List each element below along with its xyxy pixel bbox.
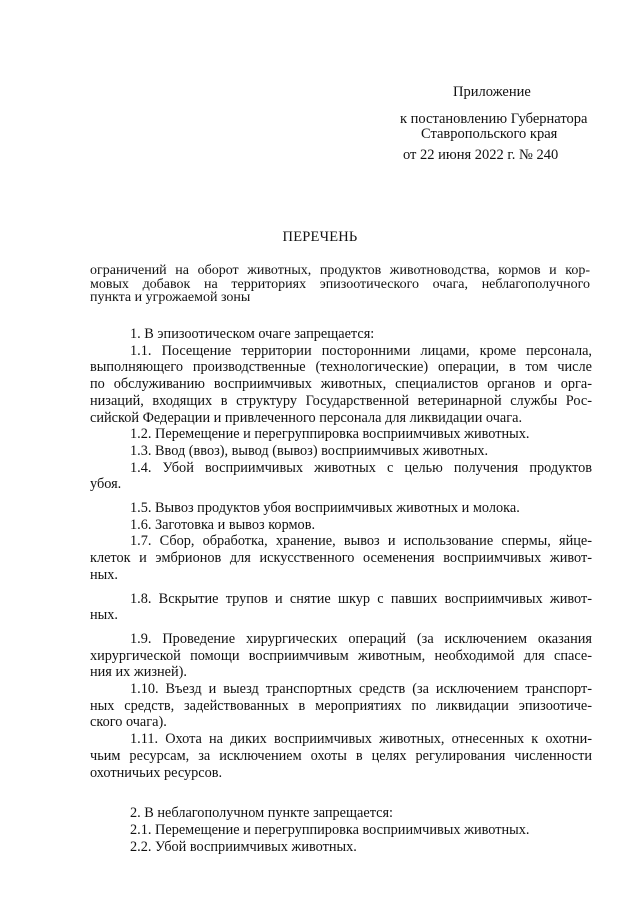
paragraph-2-1: 2.1. Перемещение и перегруппировка восприимчивых животных. [130, 821, 530, 838]
section1-heading: 1. В эпизоотическом очаге запрещается: [130, 326, 375, 342]
paragraph-1-10-line: 1.10. Въезд и выезд транспортных средств (за исключением транспорт- [130, 681, 592, 698]
paragraph-1-9-line: ния их жизней). [90, 664, 187, 681]
paragraph-1-4-line: убоя. [90, 476, 122, 493]
subtitle-line: ограничений на оборот животных, продуктов животноводства, кормов и кор- [90, 263, 590, 278]
paragraph-1-1-line: выполняющего производственные (технологические) операции, в том числе [90, 359, 592, 376]
paragraph-1-8-line: ных. [90, 607, 118, 624]
paragraph-1-9-line: хирургической помощи восприимчивым животным, необходимой для спасе- [90, 647, 592, 664]
paragraph-1-11-line: чьим ресурсам, за исключением охоты в целях регулирования численности [90, 747, 592, 764]
paragraph-1-5: 1.5. Вывоз продуктов убоя восприимчивых животных и молока. [130, 500, 520, 517]
subtitle-line: мовых добавок на территориях эпизоотического очага, неблагополучного [90, 276, 590, 292]
paragraph-1-7-line: ных. [90, 566, 118, 583]
section2-heading: 2. В неблагополучном пункте запрещается: [130, 805, 394, 822]
decree-reference-line2: Ставропольского края [421, 126, 558, 142]
document-subtitle [90, 264, 590, 305]
paragraph-1-9-line: 1.9. Проведение хирургических операций (за исключением оказания [130, 630, 592, 647]
paragraph-1-11-line: охотничьих ресурсов. [90, 764, 223, 781]
paragraph-1-10-line: ского очага). [90, 714, 167, 731]
decree-reference-line1: к постановлению Губернатора [400, 111, 588, 127]
paragraph-1-1-line: по обслуживанию восприимчивых животных, специалистов органов и орга- [90, 376, 592, 393]
paragraph-1-2: 1.2. Перемещение и перегруппировка восприимчивых животных. [130, 426, 530, 443]
paragraph-1-1-line: 1.1. Посещение территории посторонними лицами, кроме персонала, [130, 342, 592, 359]
paragraph-2-2: 2.2. Убой восприимчивых животных. [130, 838, 357, 855]
paragraph-1-6: 1.6. Заготовка и вывоз кормов. [130, 516, 316, 533]
document-title: ПЕРЕЧЕНЬ [282, 229, 358, 245]
paragraph-1-4-line: 1.4. Убой восприимчивых животных с целью получения продуктов [130, 459, 592, 476]
paragraph-1-8-line: 1.8. Вскрытие трупов и снятие шкур с павших восприимчивых живот- [130, 590, 592, 607]
paragraph-1-11-line: 1.11. Охота на диких восприимчивых животных, отнесенных к охотни- [130, 731, 592, 748]
subtitle-line: пункта и угрожаемой зоны [90, 290, 251, 305]
paragraph-1-1-line: низаций, входящих в структуру Государственной ветеринарной службы Рос- [90, 392, 592, 409]
decree-date-line: от 22 июня 2022 г. № 240 [403, 147, 559, 163]
paragraph-1-7-line: клеток и эмбрионов для искусственного осеменения восприимчивых живот- [90, 550, 592, 567]
appendix-title: Приложение [453, 84, 531, 100]
document-body [90, 326, 592, 855]
paragraph-1-10-line: ных средств, задействованных в мероприятиях по ликвидации эпизоотиче- [90, 697, 592, 714]
paragraph-1-3: 1.3. Ввод (ввоз), вывод (вывоз) восприимчивых животных. [130, 442, 489, 459]
paragraph-1-7-line: 1.7. Сбор, обработка, хранение, вывоз и использование спермы, яйце- [130, 533, 592, 550]
paragraph-1-1-line: сийской Федерации и привлеченного персонала для ликвидации очага. [90, 409, 523, 426]
